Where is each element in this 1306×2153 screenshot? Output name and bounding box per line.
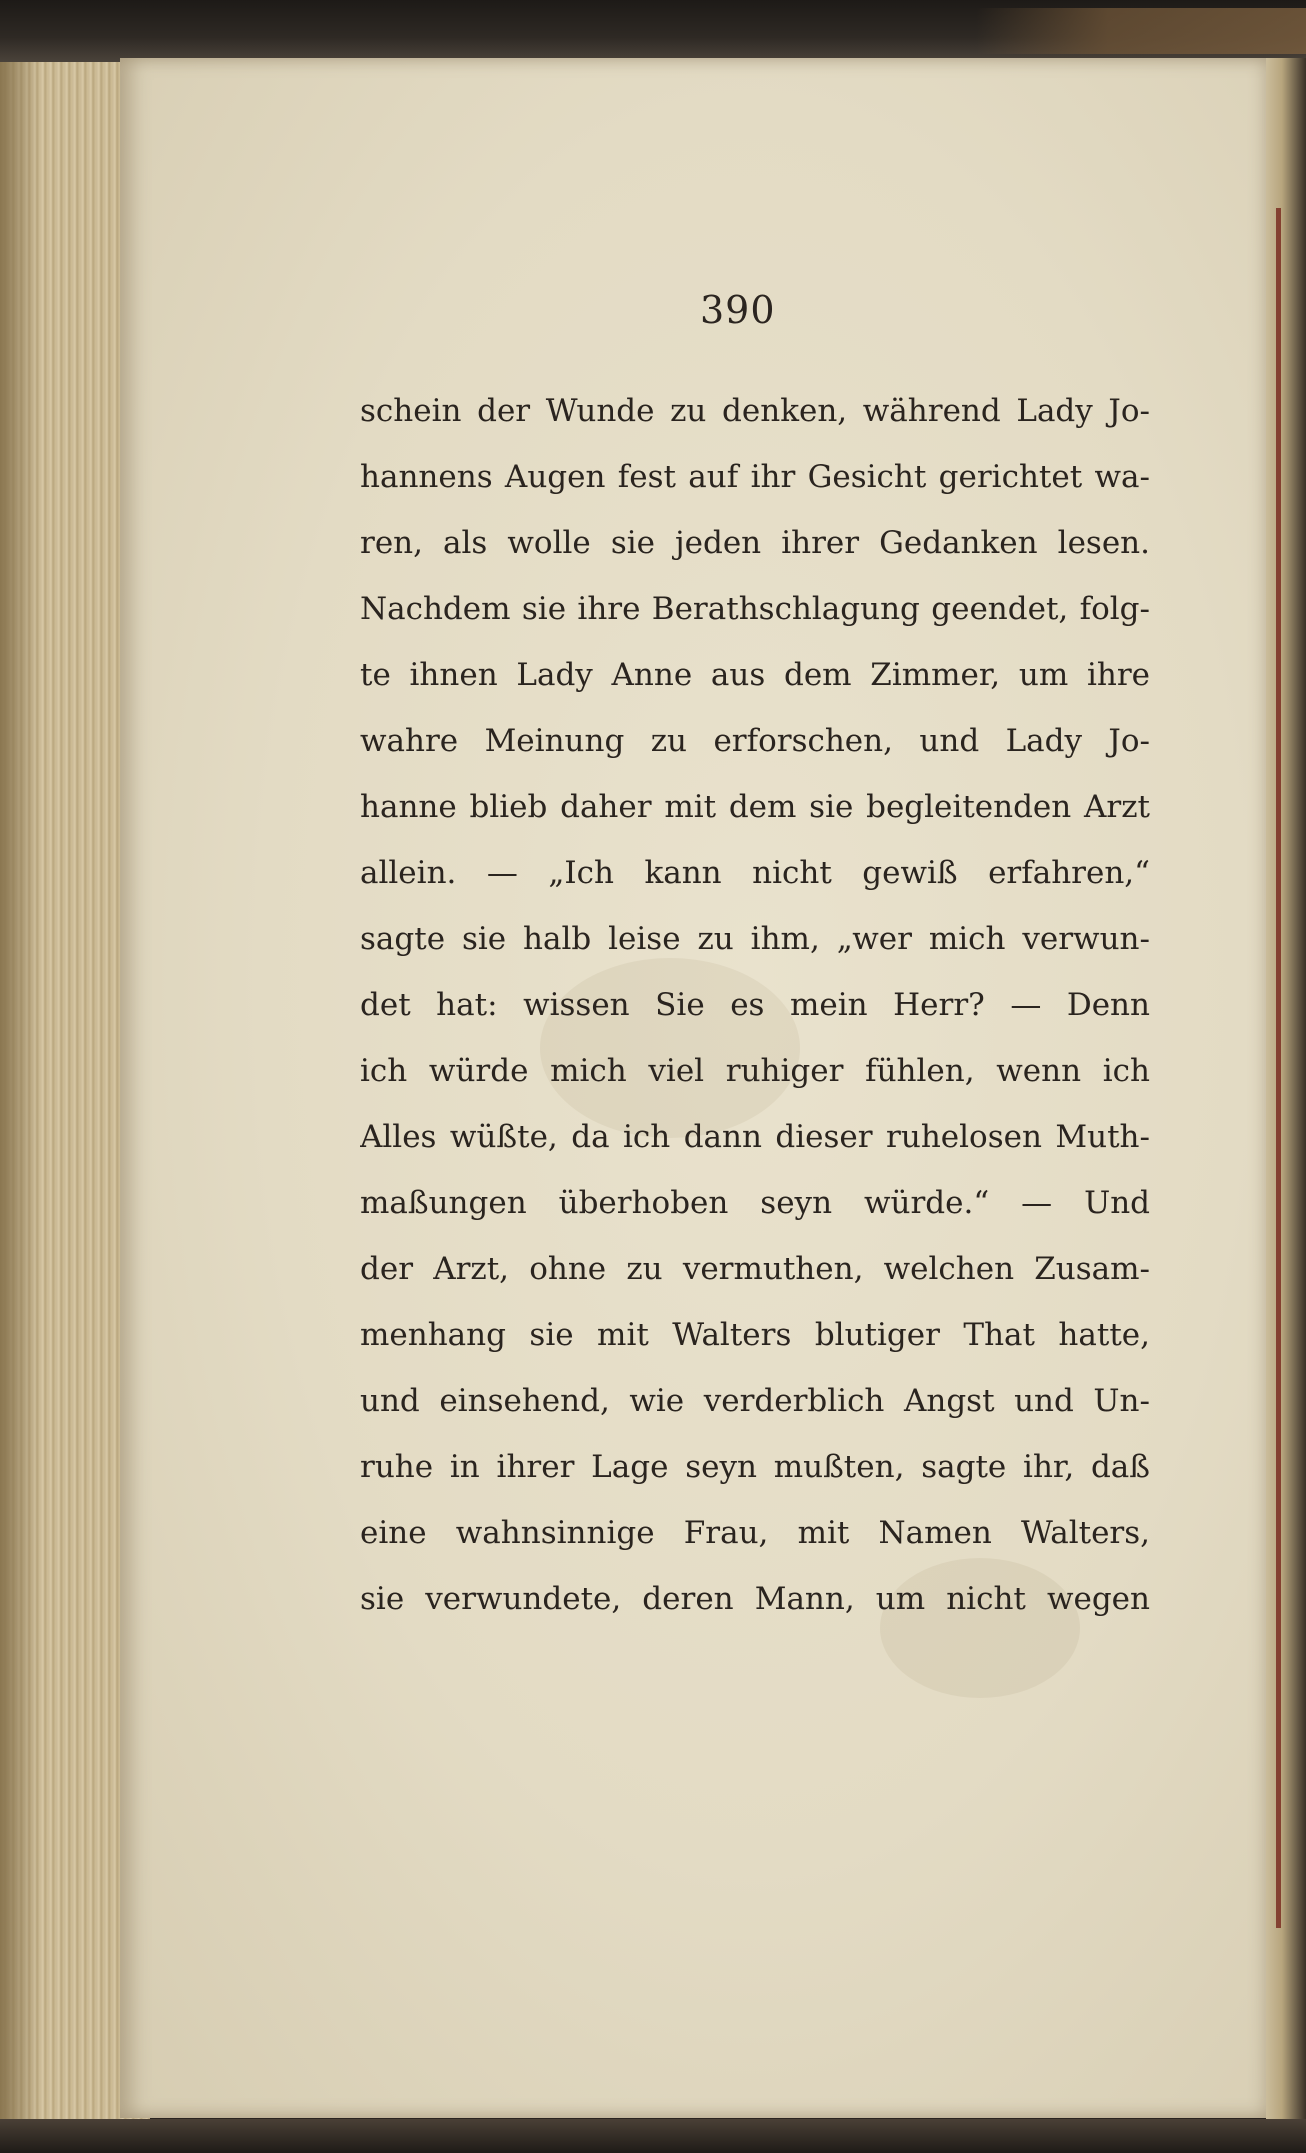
text-line: allein. — „Ich kann nicht gewiß erfahren,“ — [360, 855, 1150, 891]
book-top-edge — [0, 0, 1306, 62]
text-line: eine wahnsinnige Frau, mit Namen Walters, — [360, 1515, 1150, 1551]
book-bottom-edge — [0, 2119, 1306, 2153]
text-line: ich würde mich viel ruhiger fühlen, wenn ich — [360, 1053, 1150, 1089]
text-line: te ihnen Lady Anne aus dem Zimmer, um ihre — [360, 657, 1150, 693]
text-line: sagte sie halb leise zu ihm, „wer mich verwun- — [360, 921, 1150, 957]
text-line: Nachdem sie ihre Berathschlagung geendet, folg- — [360, 591, 1150, 627]
page-number: 390 — [700, 288, 776, 332]
text-line: der Arzt, ohne zu vermuthen, welchen Zusam- — [360, 1251, 1150, 1287]
text-line: det hat: wissen Sie es mein Herr? — Denn — [360, 987, 1150, 1023]
text-line: maßungen überhoben seyn würde.“ — Und — [360, 1185, 1150, 1221]
text-line: ren, als wolle sie jeden ihrer Gedanken lesen. — [360, 525, 1150, 561]
text-line: menhang sie mit Walters blutiger That hatte, — [360, 1317, 1150, 1353]
text-line: wahre Meinung zu erforschen, und Lady Jo- — [360, 723, 1150, 759]
text-line: hannens Augen fest auf ihr Gesicht gerichtet wa- — [360, 459, 1150, 495]
page-text — [360, 378, 1150, 1632]
text-line: ruhe in ihrer Lage seyn mußten, sagte ihr, daß — [360, 1449, 1150, 1485]
book-right-edge — [1266, 58, 1306, 2138]
text-line: sie verwundete, deren Mann, um nicht wegen — [360, 1581, 1150, 1617]
text-line: und einsehend, wie verderblich Angst und Un- — [360, 1383, 1150, 1419]
text-line: hanne blieb daher mit dem sie begleitenden Arzt — [360, 789, 1150, 825]
text-line: Alles wüßte, da ich dann dieser ruhelosen Muth- — [360, 1119, 1150, 1155]
text-line: schein der Wunde zu denken, während Lady Jo- — [360, 393, 1150, 429]
